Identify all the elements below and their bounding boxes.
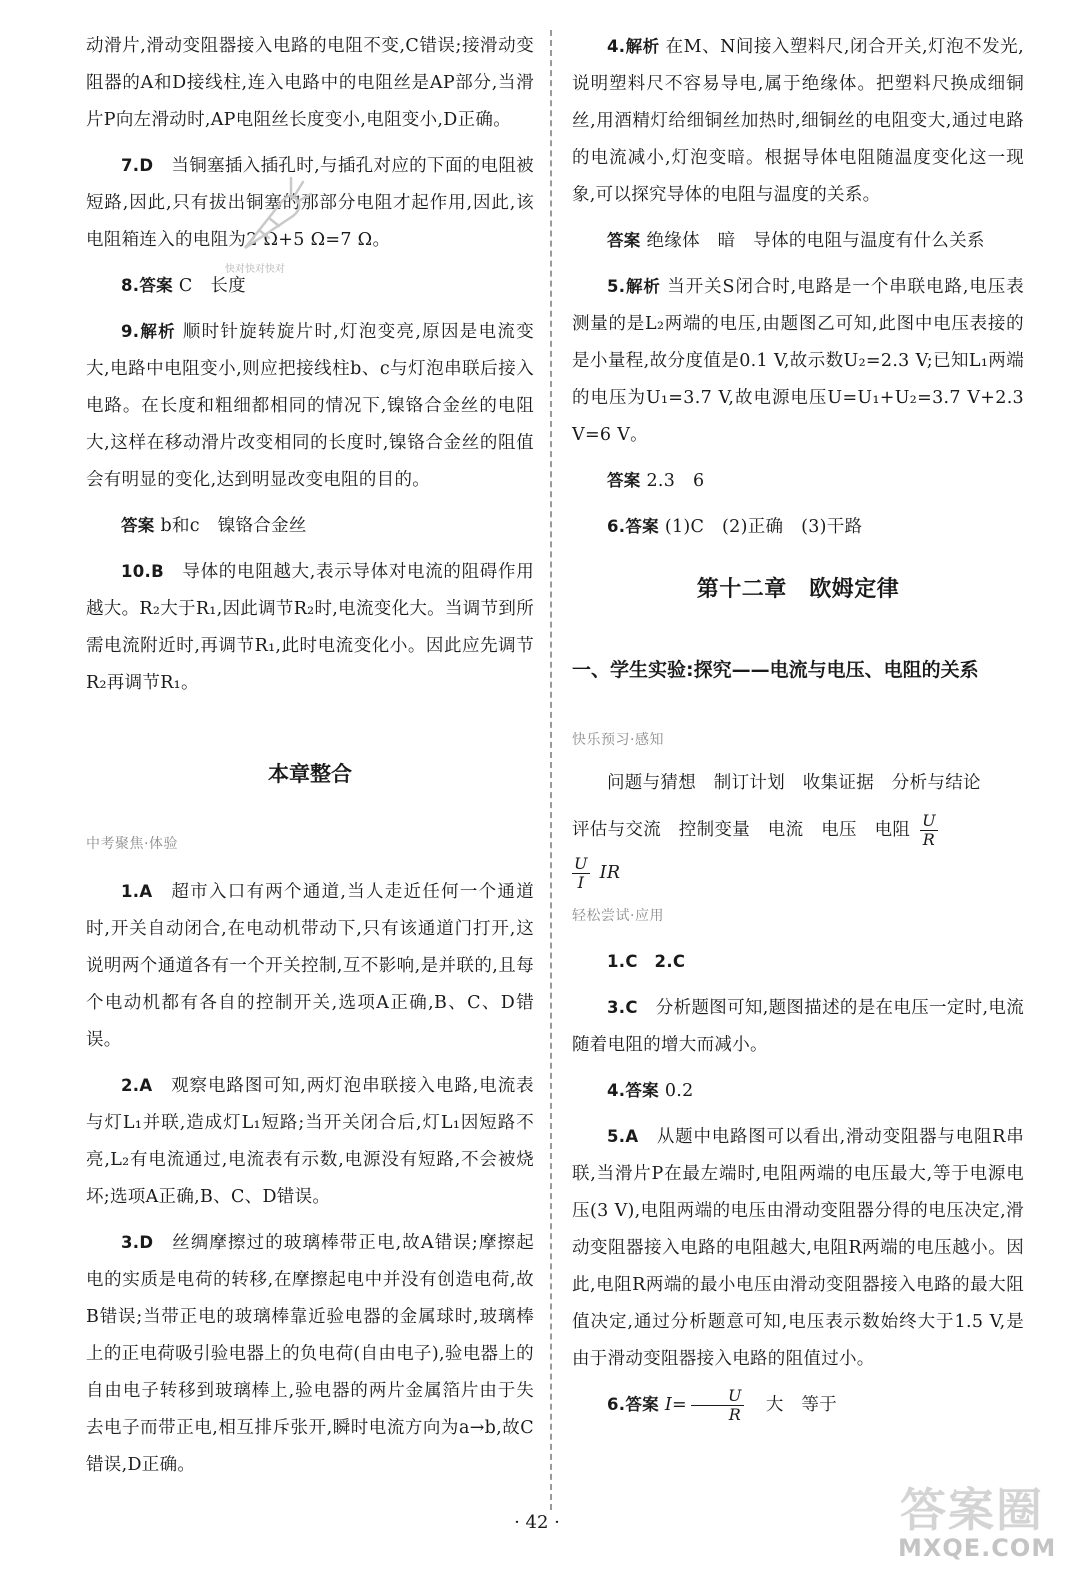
carrot-watermark-icon bbox=[225, 168, 315, 263]
q10-item: 10.B 导体的电阻越大,表示导体对电流的阻碍作用越大。R₂大于R₁,因此调节R₂时,电流变化大。当调节到所需电流附近时,再调节R₁,此时电流变化小。因此应先调节R₂再调节R₁。 bbox=[86, 562, 534, 693]
tag-preview: 快乐预习·感知 bbox=[572, 732, 664, 748]
q8-item: 8.答案 C 长度 bbox=[121, 276, 246, 296]
watermark-logo-text: 答案圈 bbox=[900, 1483, 1044, 1537]
t4-item: 4.答案 0.2 bbox=[607, 1081, 694, 1101]
watermark-site bbox=[896, 1474, 1056, 1566]
s1-item: 1.A 超市入口有两个通道,当人走近任何一个通道时,开关自动闭合,在电动机带动下,只有该通道门打开,这说明两个通道各有一个开关控制,互不影响,是并联的,且每个电动机都有各自的控制开关,选项A正确,B、C、D错误。 bbox=[86, 882, 534, 1050]
q9-item: 9.解析 顺时针旋转旋片时,灯泡变亮,原因是电流变大,电路中电阻变小,则应把接线柱b、c与灯泡串联后接入电路。在长度和粗细都相同的情况下,镍铬合金丝的电阻大,这样在移动滑片改变相同的长度时,镍铬合金丝的阻值会有明显的变化,达到明显改变电阻的目的。 bbox=[86, 322, 534, 490]
tag-exam-focus: 中考聚焦·体验 bbox=[86, 836, 178, 852]
chapter-title: 第十二章 欧姆定律 bbox=[696, 577, 900, 602]
column-divider bbox=[550, 30, 552, 1510]
q4-answer: 答案 绝缘体 暗 导体的电阻与温度有什么关系 bbox=[607, 231, 985, 251]
t12-item: 1.C 2.C bbox=[607, 952, 686, 971]
s3-item: 3.D 丝绸摩擦过的玻璃棒带正电,故A错误;摩擦起电的实质是电荷的转移,在摩擦起电中并没有创造电荷,故B错误;当带正电的玻璃棒靠近验电器的金属球时,玻璃棒上的正电荷吸引验电器上的负电荷(自由电子),验电器上的自由电子转移到玻璃棒上,验电器的两片金属箔片由于失去电子而带正电,相互排斥张开,瞬时电流方向为a→b,故C错误,D正确。 bbox=[86, 1233, 534, 1475]
fraction-u-over-r: $\frac{U}{R}$ bbox=[922, 811, 936, 849]
q5-answer: 答案 2.3 6 bbox=[607, 471, 705, 491]
fraction-u-over-r-2: $\frac{U}{R}$ bbox=[691, 1387, 744, 1424]
page-number: · 42 · bbox=[514, 1512, 560, 1533]
tag-try: 轻松尝试·应用 bbox=[572, 908, 664, 924]
right-column bbox=[572, 28, 1024, 1424]
q9-answer: 答案 b和c 镍铬合金丝 bbox=[121, 516, 307, 536]
watermark-carrot bbox=[225, 168, 315, 283]
q6-item: 6.答案 (1)C (2)正确 (3)干路 bbox=[607, 517, 863, 537]
watermark-url: MXQE.COM bbox=[898, 1534, 1057, 1562]
t6-item: 6.答案 I= $\frac{U}{R}$ 大 等于 bbox=[607, 1386, 838, 1424]
section-title-chapter-summary: 本章整合 bbox=[268, 762, 352, 786]
preview-line-2: 评估与交流 控制变量 电流 电压 电阻 $\frac{U}{R}$ bbox=[572, 811, 936, 849]
t3-item: 3.C 分析题图可知,题图描述的是在电压一定时,电流随着电阻的增大而减小。 bbox=[572, 998, 1024, 1055]
left-continuation: 动滑片,滑动变阻器接入电路的电阻不变,C错误;接滑动变阻器的A和D接线柱,连入电路中的电阻丝是AP部分,当滑片P向左滑动时,AP电阻丝长度变小,电阻变小,D正确。 bbox=[86, 36, 534, 130]
watermark-small-text: 快对快对快对 bbox=[225, 264, 285, 275]
t5-item: 5.A 从题中电路图可以看出,滑动变阻器与电阻R串联,当滑片P在最左端时,电阻两端的电压最大,等于电源电压(3 V),电阻两端的电压由滑动变阻器分得的电压决定,滑动变阻器接入电路的电阻越大,电阻R两端的电压越小。因此,电阻R两端的最小电压由滑动变阻器接入电路的最大阻值决定,通过分析题意可知,电压表示数始终大于1.5 V,是由于滑动变阻器接入电路的阻值过小。 bbox=[572, 1127, 1024, 1369]
subsection-title: 一、学生实验:探究——电流与电压、电阻的关系 bbox=[572, 659, 979, 681]
q7-item: 7.D 当铜塞插入插孔时,与插孔对应的下面的电阻被短路,因此,只有拔出铜塞的那部分电阻才起作用,因此,该电阻箱连入的电阻为2 Ω+5 Ω=7 Ω。 bbox=[86, 156, 534, 250]
q5-item: 5.解析 当开关S闭合时,电路是一个串联电路,电压表测量的是L₂两端的电压,由题图乙可知,此图中电压表接的是小量程,故分度值是0.1 V,故示数U₂=2.3 V;已知L₁两端的电压为U₁=3.7 V,故电源电压U=U₁+U₂=3.7 V+2.3 V=6 V。 bbox=[572, 277, 1024, 445]
s2-item: 2.A 观察电路图可知,两灯泡串联接入电路,电流表与灯L₁并联,造成灯L₁短路;当开关闭合后,灯L₁因短路不亮,L₂有电流通过,电流表有示数,电源没有短路,不会被烧坏;选项A正确,B、C、D错误。 bbox=[86, 1076, 534, 1207]
q4-item: 4.解析 在M、N间接入塑料尺,闭合开关,灯泡不发光,说明塑料尺不容易导电,属于绝缘体。把塑料尺换成细铜丝,用酒精灯给细铜丝加热时,细铜丝的电阻变大,通过电路的电流减小,灯泡变暗。根据导体电阻随温度变化这一现象,可以探究导体的电阻与温度的关系。 bbox=[572, 37, 1024, 205]
fraction-u-over-i: $\frac{U}{I}$ bbox=[574, 854, 588, 892]
preview-line-3: $\frac{U}{I}$ IR bbox=[574, 854, 621, 892]
preview-line-1: 问题与猜想 制订计划 收集证据 分析与结论 bbox=[607, 773, 981, 793]
